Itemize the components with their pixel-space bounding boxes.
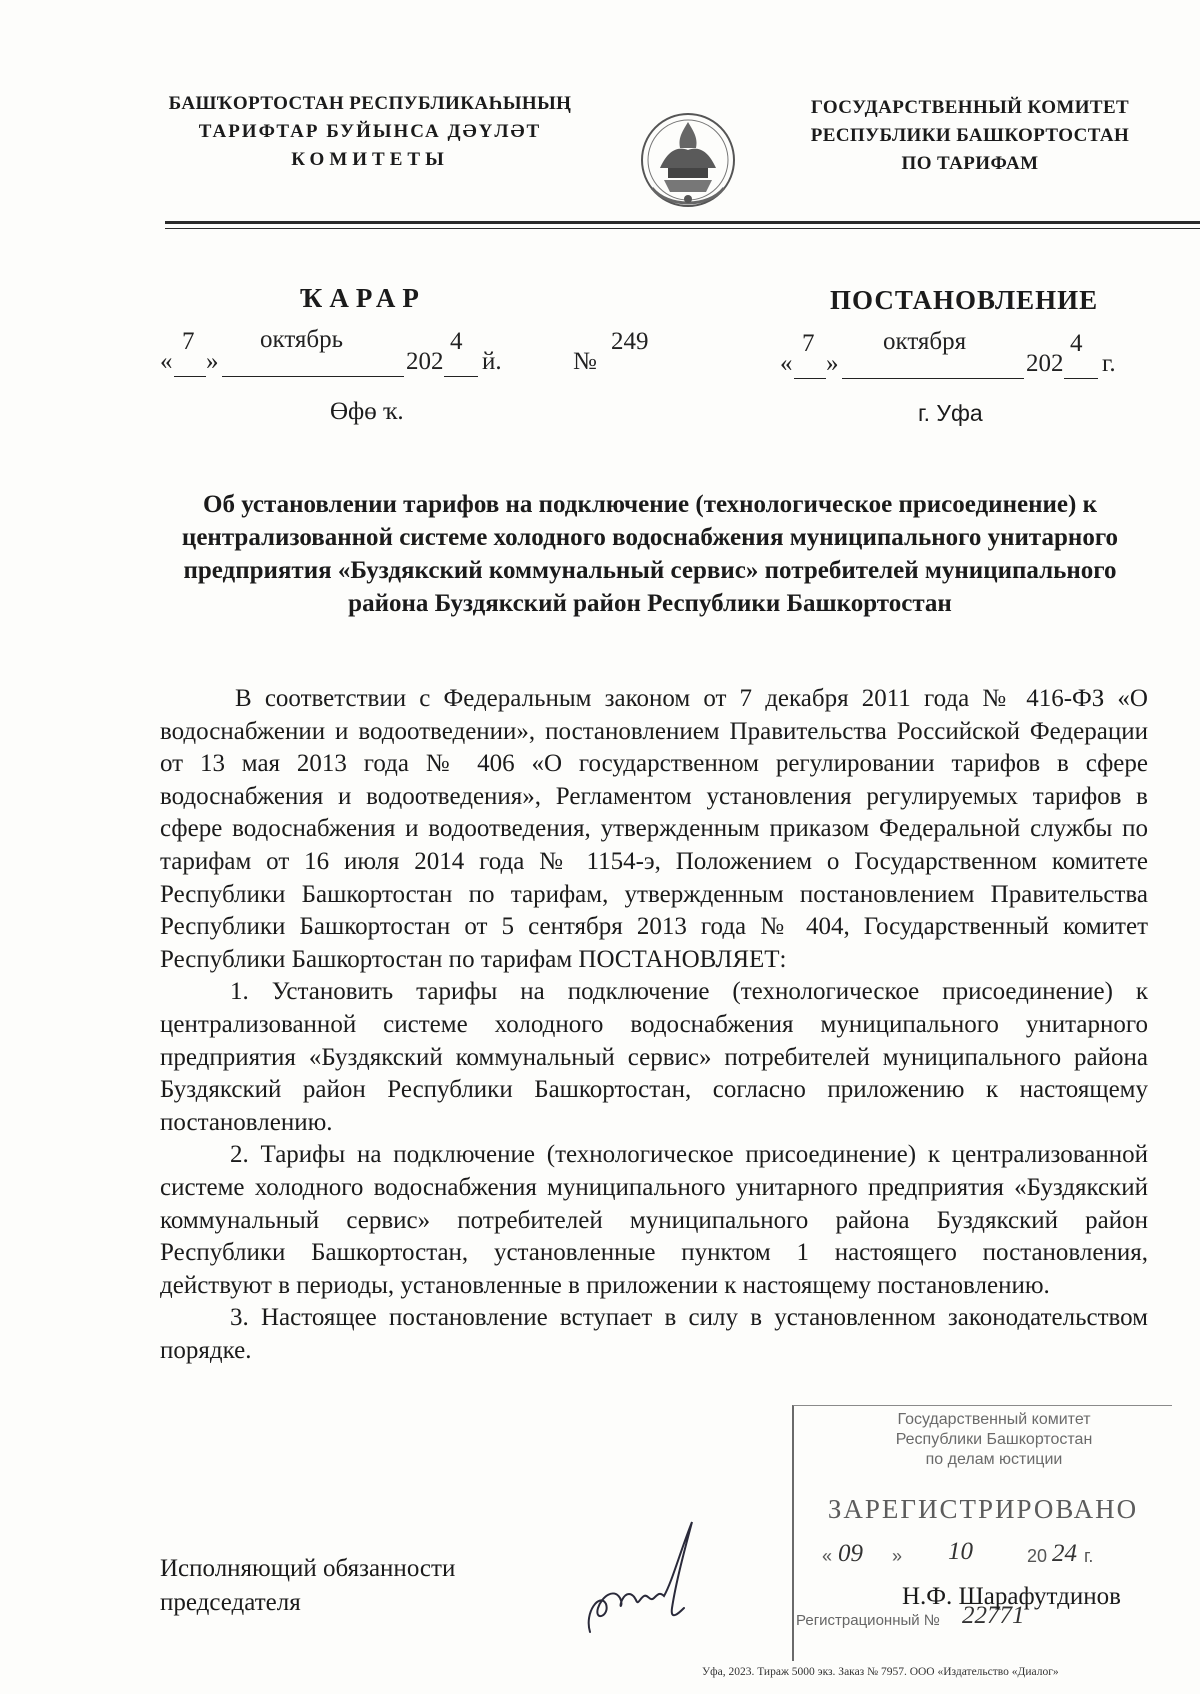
stamp-date-year: 24 <box>1052 1540 1077 1567</box>
stamp-date-day: 09 <box>838 1540 863 1567</box>
stamp-date-month: 10 <box>948 1538 973 1565</box>
date-left-open: « <box>160 348 173 375</box>
date-left-year-prefix: 202 <box>406 348 444 375</box>
body-paragraph: 1. Установить тарифы на подключение (технологическое присоединение) к централизованной системе холодного водоснабжения муниципального унитарного предприятия «Буздякский коммунальный сервис» потребителей муниципального района Буздякский район Республики Башкортостан, согласно приложению к настоящему постановлению. <box>160 978 1148 1136</box>
city-left: Өфө ҡ. <box>330 398 404 425</box>
signer-position-line: председателя <box>160 1589 301 1616</box>
date-left-month: октябрь <box>260 326 344 353</box>
stamp-reg-number: 22771 <box>962 1602 1025 1629</box>
registration-stamp <box>792 1405 1172 1661</box>
stamp-registered: ЗАРЕГИСТРИРОВАНО <box>827 1494 1139 1524</box>
date-line-right <box>780 328 1150 382</box>
date-right-month: октября <box>883 328 967 355</box>
stamp-reg <box>796 1612 940 1629</box>
header-right-block <box>770 94 1170 178</box>
doc-kind-left: ҠАРАР <box>300 283 426 313</box>
date-left-year-digit: 4 <box>450 328 463 355</box>
stamp-date-open: « <box>822 1546 833 1566</box>
document-body <box>160 683 1148 1367</box>
header-divider-thick <box>165 221 1200 224</box>
header-left-line: КОМИТЕТЫ <box>291 149 449 170</box>
doc-kind-right: ПОСТАНОВЛЕНИЕ <box>830 285 1099 315</box>
header-left-line: ТАРИФТАР БУЙЫНСА ДӘҮЛӘТ <box>198 121 542 142</box>
date-left-close: » <box>206 348 219 375</box>
body-paragraph: В соответствии с Федеральным законом от 7 декабря 2011 года № 416-ФЗ «О водоснабжении и водоотведении», постановлением Правительства Российской Федерации от 13 мая 2013 года № 406 «О государственном регулировании тарифов в сфере водоснабжения и водоотведения», Регламентом установления регулируемых тарифов в сфере водоснабжения и водоотведения, утвержденным приказом Федеральной службы по тарифам от 16 июля 2014 года № 1154-э, Положением о Государственном комитете Республики Башкортостан по тарифам, утвержденным постановлением Правительства Республики Башкортостан от 5 сентября 2013 года № 404, Государственный комитет Республики Башкортостан по тарифам ПОСТАНОВЛЯЕТ: <box>160 685 1148 973</box>
signer-position <box>160 1552 455 1620</box>
number-value: 249 <box>611 328 649 355</box>
date-right-day: 7 <box>802 330 815 357</box>
stamp-date-year-prefix: 20 <box>1027 1546 1048 1566</box>
body-paragraph: 2. Тарифы на подключение (технологическое присоединение) к централизованной системе холодного водоснабжения муниципального унитарного предприятия «Буздякский коммунальный сервис» потребителей муниципального района Буздякский район Республики Башкортостан, установленные пунктом 1 настоящего постановления, действуют в периоды, установленные в приложении к настоящему постановлению. <box>160 1141 1148 1299</box>
body-paragraph: 3. Настоящее постановление вступает в силу в установленном законодательством порядке. <box>160 1304 1148 1364</box>
date-right-close: » <box>826 350 839 377</box>
header-left-line: БАШҠОРТОСТАН РЕСПУБЛИКАҺЫНЫҢ <box>168 93 572 114</box>
stamp-org-line: по делам юстиции <box>925 1451 1063 1468</box>
header-divider-thin <box>165 228 1200 229</box>
date-right-suffix: г. <box>1102 350 1116 377</box>
date-left-suffix: й. <box>482 348 502 375</box>
header-right-line: ГОСУДАРСТВЕННЫЙ КОМИТЕТ <box>810 97 1130 118</box>
stamp-org-line: Республики Башкортостан <box>895 1431 1093 1448</box>
document-title: Об установлении тарифов на подключение (технологическое присоединение) к централизованной системе холодного водоснабжения муниципального унитарного предприятия «Буздякский коммунальный сервис» потребителей муниципального района Буздякский район Республики Башкортостан <box>181 491 1119 617</box>
print-footer: Уфа, 2023. Тираж 5000 экз. Заказ № 7957. ООО «Издательство «Диалог» <box>702 1666 1059 1678</box>
header-right-line: ПО ТАРИФАМ <box>901 153 1039 174</box>
header-left-block <box>150 90 590 174</box>
handwritten-signature <box>580 1512 720 1642</box>
header-right-line: РЕСПУБЛИКИ БАШКОРТОСТАН <box>810 125 1130 146</box>
emblem-icon <box>638 108 738 218</box>
date-line-left <box>160 326 680 382</box>
stamp-org <box>834 1410 1154 1470</box>
signer-name: Н.Ф. Шарафутдинов <box>902 1583 1121 1610</box>
stamp-date-close: » <box>892 1546 903 1566</box>
date-right-year-prefix: 202 <box>1026 350 1064 377</box>
signer-position-line: Исполняющий обязанности <box>160 1555 456 1582</box>
date-right-year-digit: 4 <box>1070 330 1083 357</box>
stamp-date <box>822 1538 1094 1567</box>
number-sign: № <box>573 348 597 375</box>
date-right-open: « <box>780 350 793 377</box>
stamp-date-suffix: г. <box>1084 1546 1094 1566</box>
date-left-day: 7 <box>182 328 195 355</box>
stamp-org-line: Государственный комитет <box>897 1411 1091 1428</box>
stamp-reg-label: Регистрационный № <box>796 1612 940 1629</box>
city-right: г. Уфа <box>918 400 983 426</box>
